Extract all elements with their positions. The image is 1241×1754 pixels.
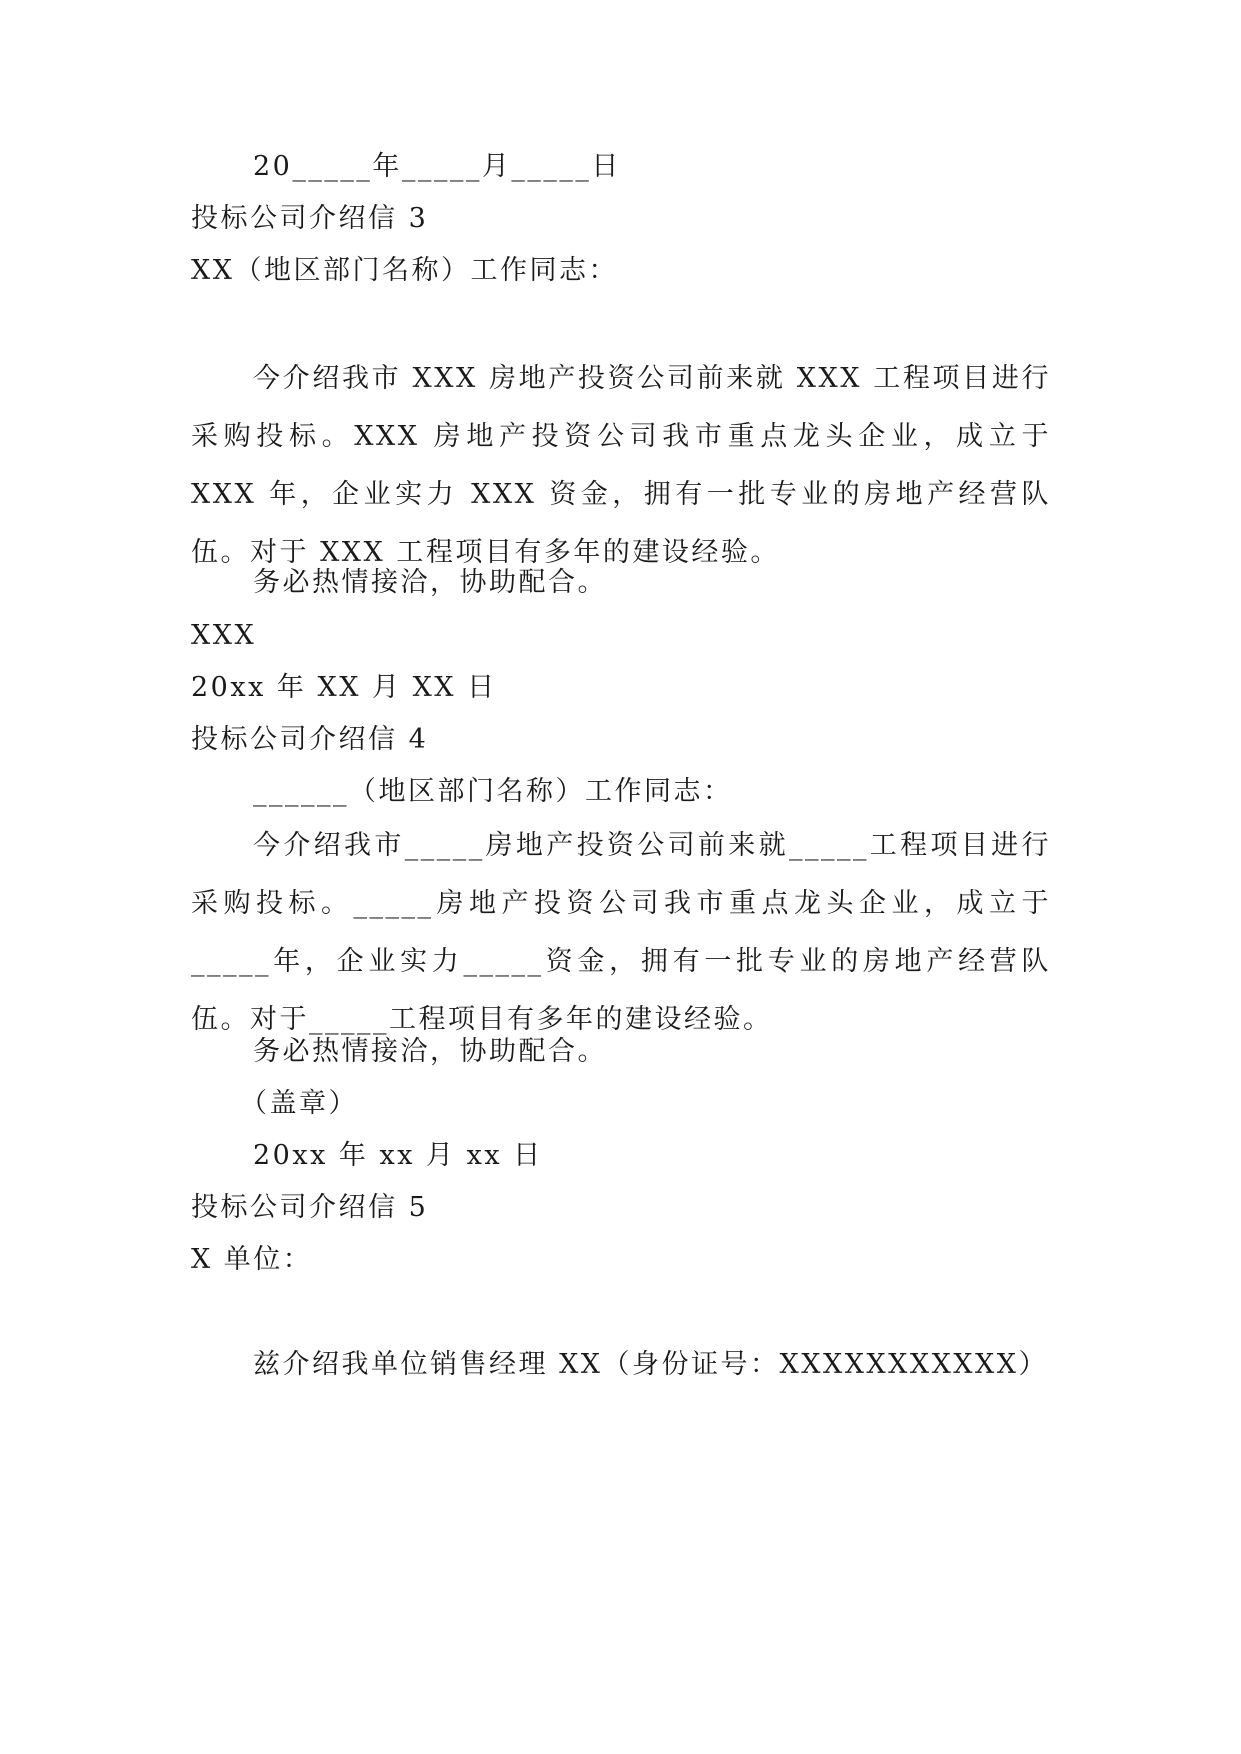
- closing-line-4: 务必热情接洽，协助配合。: [253, 1036, 607, 1067]
- date-line-3: 20xx 年 XX 月 XX 日: [191, 672, 497, 703]
- date-blank-line: 20_____年_____月_____日: [253, 151, 621, 182]
- seal-line-4: （盖章）: [240, 1088, 358, 1119]
- date-line-4: 20xx 年 xx 月 xx 日: [253, 1140, 543, 1171]
- letter-title-5: 投标公司介绍信 5: [191, 1192, 429, 1223]
- salutation-5: X 单位：: [191, 1244, 313, 1275]
- body-line-5: 兹介绍我单位销售经理 XX（身份证号：XXXXXXXXXXX）: [253, 1349, 1048, 1380]
- closing-line-3: 务必热情接洽，协助配合。: [253, 567, 607, 598]
- signer-3: XXX: [191, 620, 257, 651]
- letter-title-3: 投标公司介绍信 3: [191, 203, 429, 234]
- salutation-4: ______（地区部门名称）工作同志：: [253, 776, 733, 807]
- body-paragraph-4: 今介绍我市_____房地产投资公司前来就_____工程项目进行采购投标。_____房地产投资公司我市重点龙头企业，成立于_____年，企业实力_____资金，拥有一批专业的房地产经营队伍。对于_____工程项目有多年的建设经验。: [191, 830, 1051, 1035]
- letter-title-4: 投标公司介绍信 4: [191, 724, 429, 755]
- body-paragraph-3: 今介绍我市 XXX 房地产投资公司前来就 XXX 工程项目进行采购投标。XXX 房地产投资公司我市重点龙头企业，成立于 XXX 年，企业实力 XXX 资金，拥有一批专业的房地产经营队伍。对于 XXX 工程项目有多年的建设经验。: [191, 363, 1051, 568]
- salutation-3: XX（地区部门名称）工作同志：: [191, 255, 618, 286]
